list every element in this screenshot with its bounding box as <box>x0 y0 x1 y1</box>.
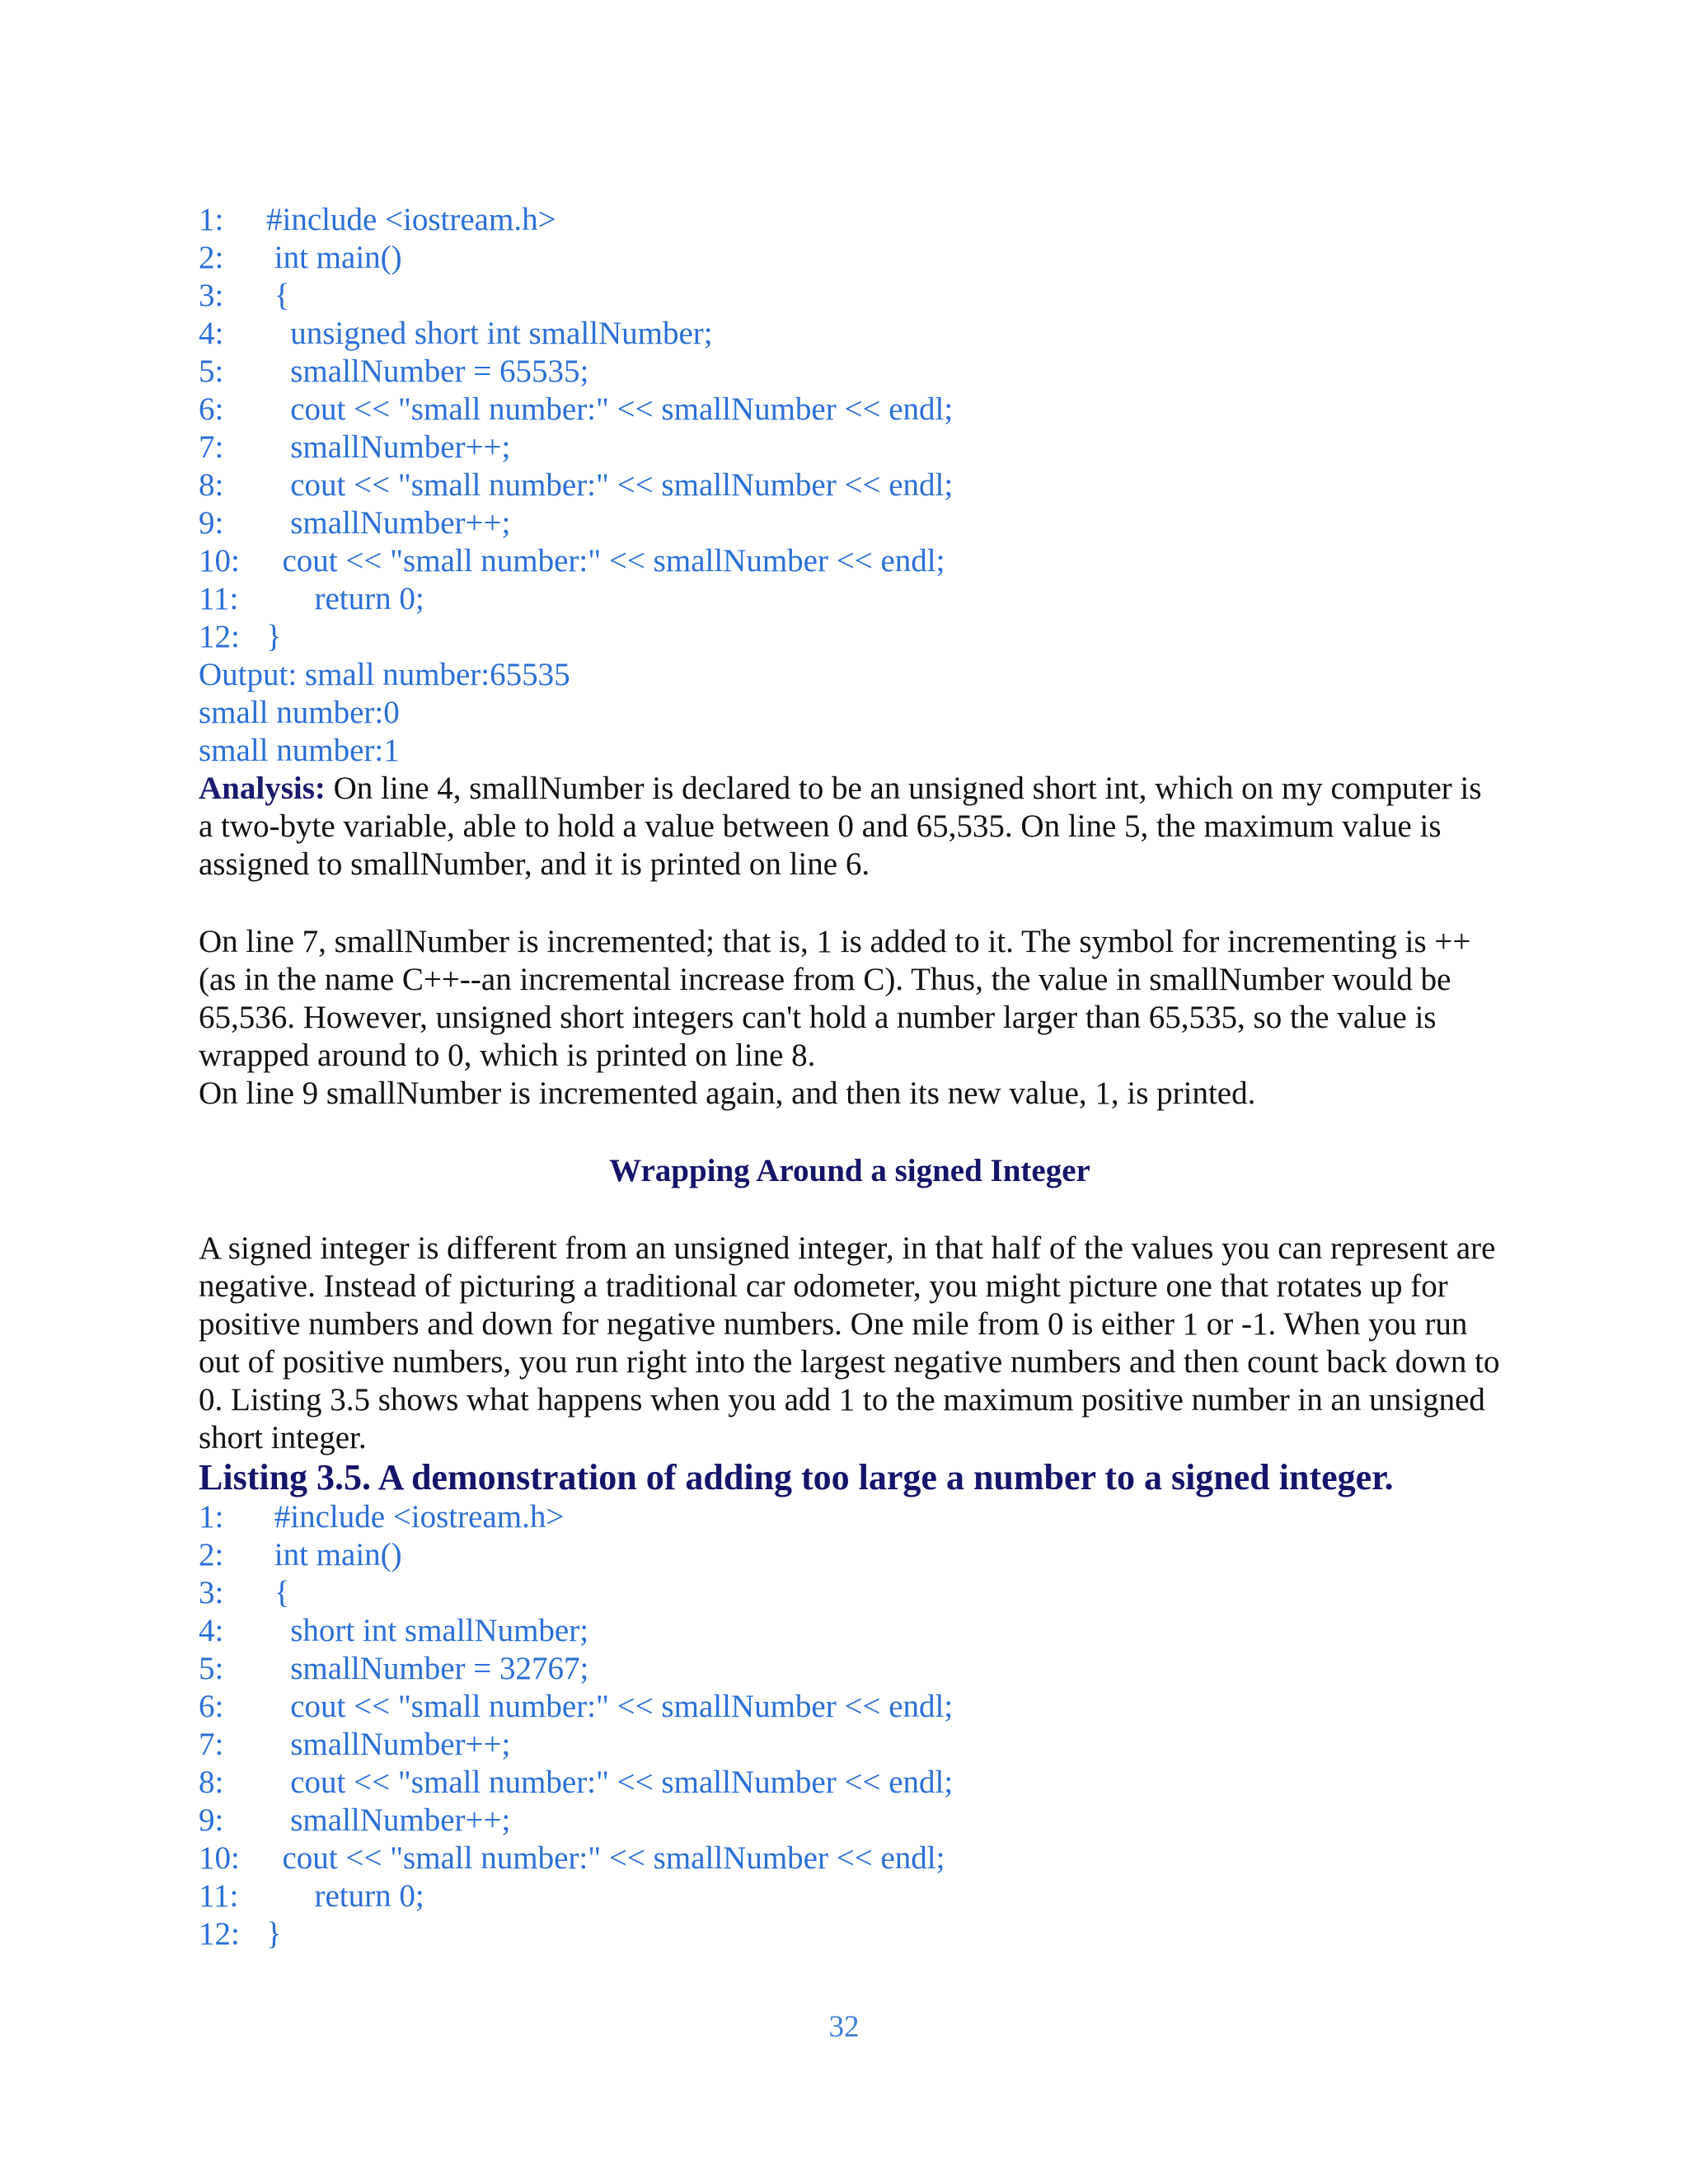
code-line <box>199 1574 1501 1612</box>
code-listing-2 <box>199 1498 1501 1953</box>
page-content <box>199 201 1501 1953</box>
code-text: { <box>266 1575 290 1610</box>
code-text: } <box>266 619 282 654</box>
code-line <box>199 542 1501 580</box>
line-number: 1: <box>199 1499 224 1535</box>
code-text: #include <iostream.h> <box>266 202 556 237</box>
code-text: return 0; <box>266 1878 424 1914</box>
line-number: 12: <box>199 1916 240 1952</box>
code-line <box>199 1877 1501 1915</box>
code-line <box>199 239 1501 277</box>
code-text: unsigned short int smallNumber; <box>266 316 713 351</box>
code-line <box>199 1688 1501 1726</box>
line-number: 10: <box>199 1840 240 1876</box>
code-line <box>199 1650 1501 1688</box>
code-line <box>199 1802 1501 1840</box>
code-text: } <box>266 1916 282 1952</box>
spacer <box>199 883 1501 923</box>
code-line <box>199 1915 1501 1953</box>
section-heading: Wrapping Around a signed Integer <box>609 1153 1090 1188</box>
line-number: 12: <box>199 619 240 654</box>
code-text: cout << "small number:" << smallNumber << endl; <box>266 543 945 579</box>
code-line <box>199 353 1501 391</box>
code-text: { <box>266 278 290 313</box>
code-text: smallNumber++; <box>266 1727 511 1762</box>
code-text: cout << "small number:" << smallNumber << endl; <box>266 391 954 427</box>
line-number: 9: <box>199 1802 224 1838</box>
spacer <box>199 1113 1501 1152</box>
code-line <box>199 1764 1501 1802</box>
page-number: 32 <box>828 2010 860 2044</box>
code-text: smallNumber++; <box>266 429 511 465</box>
code-line <box>199 1612 1501 1650</box>
code-line <box>199 277 1501 315</box>
code-text: smallNumber++; <box>266 1802 511 1838</box>
code-text: cout << "small number:" << smallNumber << endl; <box>266 1689 954 1724</box>
line-number: 10: <box>199 543 240 579</box>
spacer <box>199 1190 1501 1230</box>
code-text: cout << "small number:" << smallNumber << endl; <box>266 1840 945 1876</box>
line-number: 4: <box>199 316 224 351</box>
line-number: 11: <box>199 581 239 616</box>
code-line <box>199 580 1501 618</box>
line-number: 3: <box>199 278 224 313</box>
code-text: smallNumber++; <box>266 505 511 541</box>
paragraph-signed-integer: A signed integer is different from an unsigned integer, in that half of the values you can represent are negative. Instead of picturing a traditional car odometer, you might picture one that rotates up for positive numbers and down for negative numbers. One mile from 0 is either 1 or -1. When you run out of positive numbers, you run right into the largest negative numbers and then count back down to 0. Listing 3.5 shows what happens when you add 1 to the maximum positive number in an unsigned short integer. <box>199 1230 1500 1455</box>
line-number: 7: <box>199 429 224 465</box>
code-text: #include <iostream.h> <box>266 1499 565 1535</box>
code-line <box>199 1498 1501 1536</box>
code-text: short int smallNumber; <box>266 1613 589 1648</box>
code-text: int main() <box>266 240 402 275</box>
code-line <box>199 1536 1501 1574</box>
code-line <box>199 391 1501 429</box>
paragraph-increment-again: On line 9 smallNumber is incremented again, and then its new value, 1, is printed. <box>199 1076 1256 1111</box>
line-number: 7: <box>199 1727 224 1762</box>
paragraph-increment: On line 7, smallNumber is incremented; that is, 1 is added to it. The symbol for incrementing is ++ (as in the name C++--an incremental increase from C). Thus, the value in smallNumber would be 65,536. However, unsigned short integers can't hold a number larger than 65,535, so the value is wrapped around to 0, which is printed on line 8. <box>199 924 1471 1073</box>
line-number: 9: <box>199 505 224 541</box>
line-number: 1: <box>199 202 224 237</box>
line-number: 6: <box>199 391 224 427</box>
code-line <box>199 618 1501 656</box>
line-number: 11: <box>199 1878 239 1914</box>
line-number: 4: <box>199 1613 224 1648</box>
analysis-paragraph <box>199 770 1501 883</box>
line-number: 6: <box>199 1689 224 1724</box>
code-line <box>199 1840 1501 1877</box>
code-text: smallNumber = 32767; <box>266 1651 589 1686</box>
program-output <box>199 656 1501 770</box>
code-listing-1 <box>199 201 1501 656</box>
line-number: 2: <box>199 1537 224 1572</box>
code-text: smallNumber = 65535; <box>266 354 589 389</box>
line-number: 5: <box>199 354 224 389</box>
code-text: cout << "small number:" << smallNumber << endl; <box>266 1765 954 1800</box>
analysis-text: On line 4, smallNumber is declared to be an unsigned short int, which on my computer is a two-byte variable, able to hold a value between 0 and 65,535. On line 5, the maximum value is assigned to smallNumber, and it is printed on line 6. <box>199 771 1482 882</box>
code-line <box>199 201 1501 239</box>
output-line: small number:0 <box>199 695 400 730</box>
code-line <box>199 315 1501 353</box>
output-line: small number:1 <box>199 733 400 768</box>
analysis-label: Analysis: <box>199 771 326 806</box>
line-number: 5: <box>199 1651 224 1686</box>
line-number: 8: <box>199 1765 224 1800</box>
line-number: 2: <box>199 240 224 275</box>
code-line <box>199 466 1501 504</box>
listing-title: Listing 3.5. A demonstration of adding too large a number to a signed integer. <box>199 1457 1394 1497</box>
code-text: return 0; <box>266 581 424 616</box>
code-line <box>199 504 1501 542</box>
code-text: int main() <box>266 1537 402 1572</box>
code-line <box>199 1726 1501 1764</box>
code-line <box>199 429 1501 466</box>
line-number: 8: <box>199 467 224 503</box>
output-line: Output: small number:65535 <box>199 657 570 692</box>
code-text: cout << "small number:" << smallNumber << endl; <box>266 467 954 503</box>
line-number: 3: <box>199 1575 224 1610</box>
